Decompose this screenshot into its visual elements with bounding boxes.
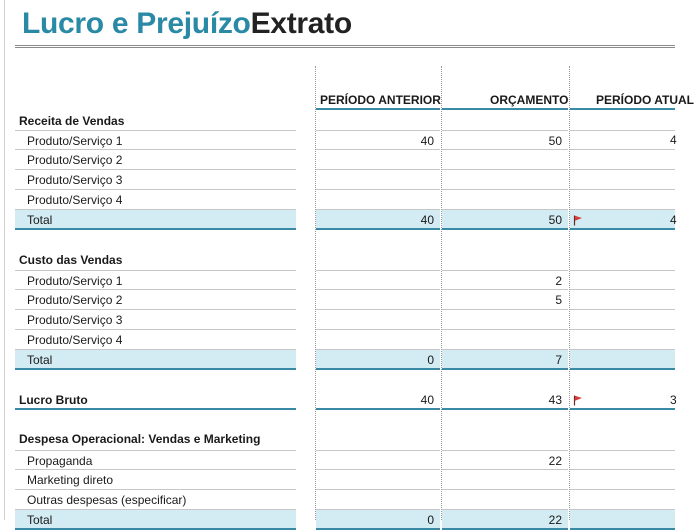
budget-value[interactable] [442, 470, 568, 490]
prior-value[interactable] [316, 330, 440, 350]
current-value[interactable] [570, 490, 675, 510]
table-row [0, 470, 675, 490]
table-row [0, 450, 675, 470]
row-label[interactable]: Produto/Serviço 2 [15, 150, 296, 170]
total-label[interactable]: Total [15, 510, 296, 530]
gross-profit-row [0, 390, 675, 410]
prior-value[interactable] [316, 170, 440, 190]
row-label[interactable]: Produto/Serviço 4 [15, 190, 296, 210]
row-label[interactable]: Produto/Serviço 3 [15, 310, 296, 330]
row-label[interactable]: Produto/Serviço 1 [15, 130, 296, 150]
table-row [0, 190, 675, 210]
current-value[interactable] [570, 330, 675, 350]
current-value[interactable] [570, 130, 675, 150]
prior-gross[interactable]: 40 [316, 390, 440, 410]
prior-value[interactable] [316, 310, 440, 330]
table-row [0, 290, 675, 310]
current-value[interactable] [570, 150, 675, 170]
current-value[interactable] [570, 310, 675, 330]
row-label[interactable]: Produto/Serviço 3 [15, 170, 296, 190]
row-label[interactable]: Produto/Serviço 2 [15, 290, 296, 310]
page-title [22, 4, 352, 44]
table-row [0, 310, 675, 330]
budget-value[interactable] [442, 190, 568, 210]
table-row [0, 170, 675, 190]
prior-value[interactable] [316, 150, 440, 170]
budget-value[interactable]: 22 [442, 450, 568, 470]
red-flag-icon [573, 215, 583, 226]
header-current-period[interactable]: PERÍODO ATUAL [596, 93, 694, 107]
table-row [0, 490, 675, 510]
table-row [0, 130, 675, 150]
budget-total[interactable]: 7 [442, 350, 568, 370]
section-heading-cost [0, 250, 675, 270]
prior-value[interactable] [316, 470, 440, 490]
current-total[interactable] [570, 210, 675, 230]
current-value[interactable] [570, 170, 675, 190]
budget-value[interactable] [442, 150, 568, 170]
prior-value[interactable] [316, 270, 440, 290]
prior-value[interactable] [316, 190, 440, 210]
budget-value[interactable] [442, 170, 568, 190]
section-heading-opex [0, 429, 675, 449]
budget-total[interactable]: 50 [442, 210, 568, 230]
header-underline [316, 108, 440, 110]
red-flag-icon [573, 395, 583, 406]
current-value[interactable] [570, 290, 675, 310]
row-label[interactable]: Marketing direto [15, 470, 296, 490]
budget-value[interactable]: 5 [442, 290, 568, 310]
row-label[interactable]: Produto/Serviço 4 [15, 330, 296, 350]
current-gross[interactable] [570, 390, 675, 410]
prior-value[interactable] [316, 450, 440, 470]
header-underline [442, 108, 568, 110]
header-budget[interactable]: ORÇAMENTO [490, 93, 569, 107]
current-total[interactable] [570, 510, 675, 530]
cut-off-value: 3 [670, 393, 677, 407]
prior-total[interactable]: 0 [316, 350, 440, 370]
current-total[interactable] [570, 350, 675, 370]
current-value[interactable] [570, 470, 675, 490]
budget-value[interactable]: 2 [442, 270, 568, 290]
section-heading-label[interactable]: Custo das Vendas [19, 253, 123, 267]
section-heading-label[interactable]: Despesa Operacional: Vendas e Marketing [19, 432, 261, 446]
title-part-1: Lucro e Prejuízo [22, 7, 251, 40]
total-row-opex [0, 510, 675, 530]
budget-gross[interactable]: 43 [442, 390, 568, 410]
current-value[interactable] [570, 270, 675, 290]
header-prior-period[interactable]: PERÍODO ANTERIOR [320, 93, 441, 107]
budget-value[interactable] [442, 330, 568, 350]
prior-value[interactable] [316, 290, 440, 310]
header-underline [570, 108, 675, 110]
table-row [0, 150, 675, 170]
gross-profit-label[interactable]: Lucro Bruto [15, 390, 296, 410]
cut-off-value: 4 [670, 213, 677, 227]
table-row [0, 270, 675, 290]
title-part-2: Extrato [250, 7, 352, 40]
row-label[interactable]: Produto/Serviço 1 [15, 270, 296, 290]
row-label[interactable]: Outras despesas (especificar) [15, 490, 296, 510]
cut-off-value: 4 [670, 133, 677, 147]
budget-value[interactable]: 50 [442, 130, 568, 150]
total-row-cost [0, 350, 675, 370]
current-value[interactable] [570, 190, 675, 210]
row-label[interactable]: Propaganda [15, 450, 296, 470]
current-value[interactable] [570, 450, 675, 470]
budget-total[interactable]: 22 [442, 510, 568, 530]
prior-value[interactable]: 40 [316, 130, 440, 150]
prior-total[interactable]: 0 [316, 510, 440, 530]
total-label[interactable]: Total [15, 210, 296, 230]
total-label[interactable]: Total [15, 350, 296, 370]
table-row [0, 330, 675, 350]
title-underline [15, 45, 675, 48]
budget-value[interactable] [442, 490, 568, 510]
prior-total[interactable]: 40 [316, 210, 440, 230]
prior-value[interactable] [316, 490, 440, 510]
section-heading-revenue [0, 111, 675, 131]
section-heading-label[interactable]: Receita de Vendas [19, 114, 125, 128]
budget-value[interactable] [442, 310, 568, 330]
total-row-revenue [0, 210, 675, 230]
